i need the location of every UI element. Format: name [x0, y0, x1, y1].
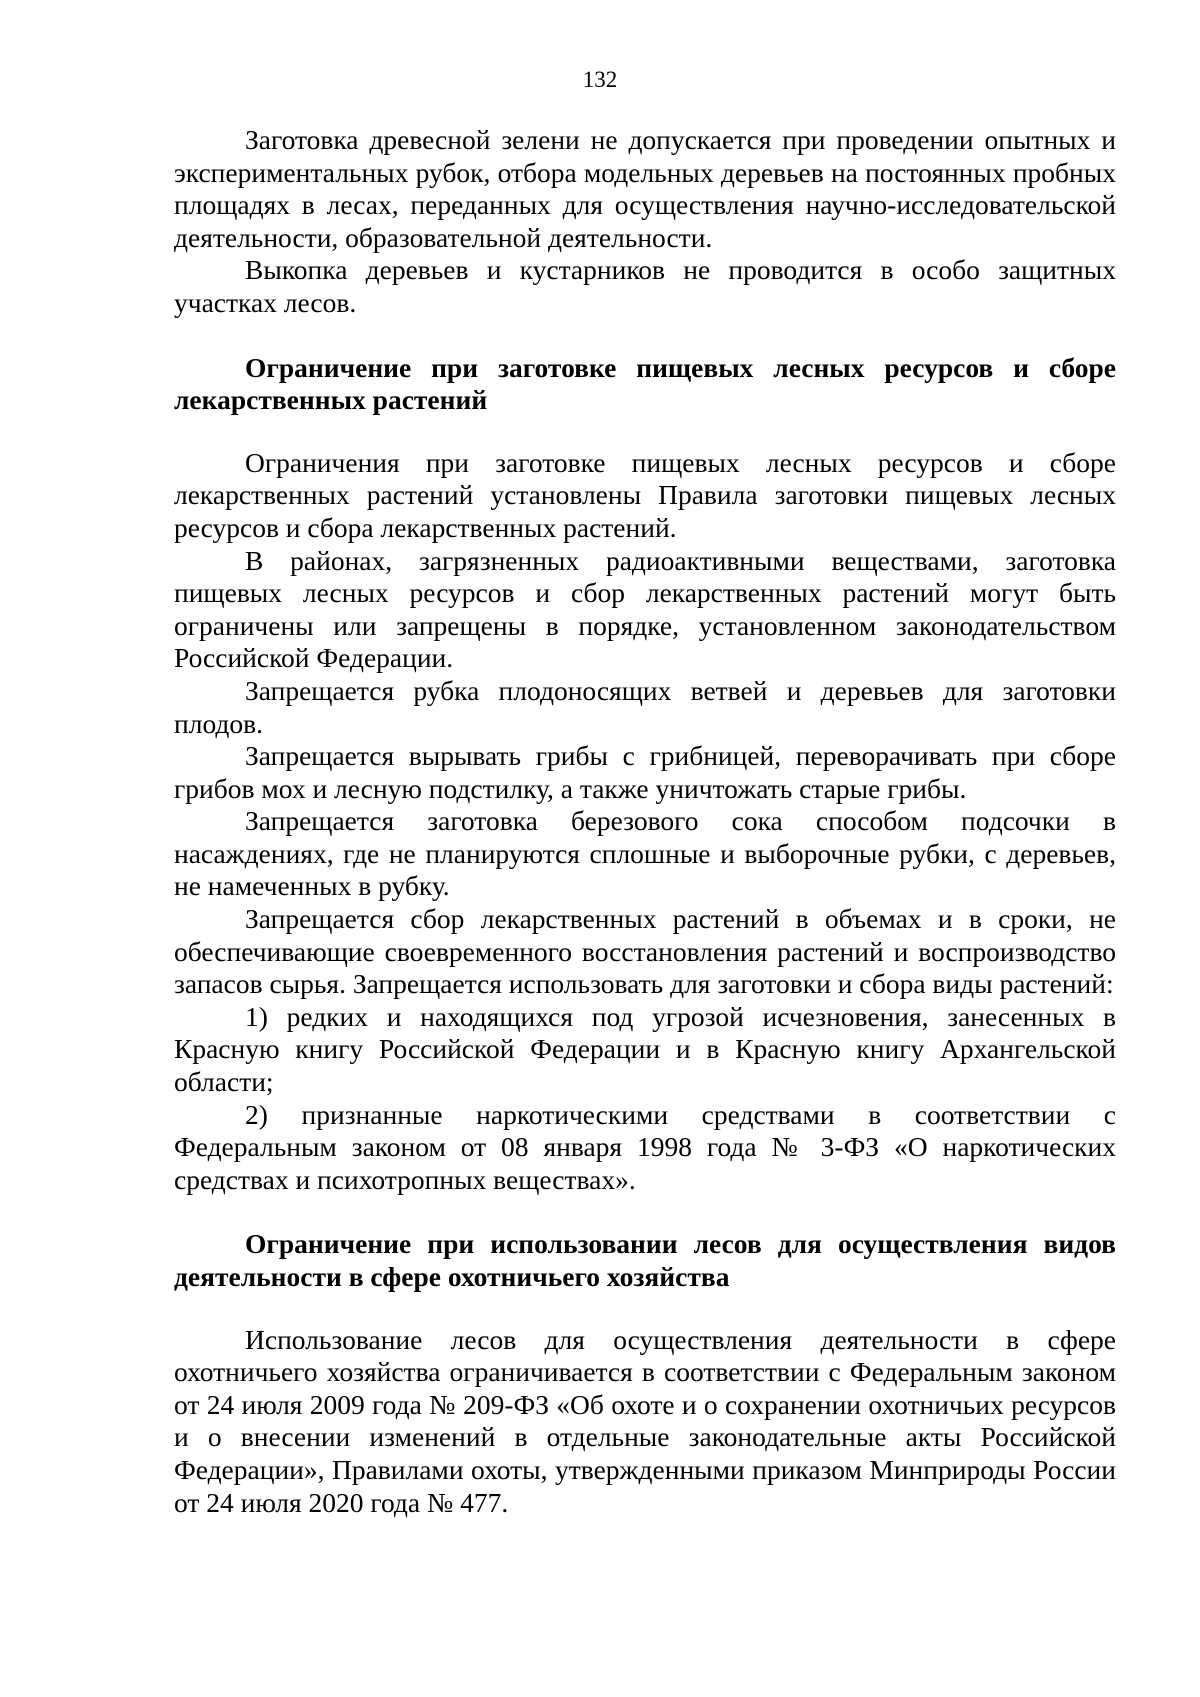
- section-heading: Ограничение при использовании лесов для осуществления видов деятельности в сфере охотничьего хозяйства: [174, 1228, 1116, 1292]
- paragraph: Выкопка деревьев и кустарников не проводится в особо защитных участках лесов.: [174, 254, 1116, 318]
- list-item: 1) редких и находящихся под угрозой исчезновения, занесенных в Красную книгу Российской Федерации и в Красную книгу Архангельской области;: [174, 1000, 1116, 1098]
- paragraph: Ограничения при заготовке пищевых лесных ресурсов и сборе лекарственных растений установлены Правила заготовки пищевых лесных ресурсов и сбора лекарственных растений.: [174, 446, 1116, 543]
- document-body: [174, 124, 1116, 1519]
- list-item: 2) признанные наркотическими средствами в соответствии с Федеральным законом от 08 января 1998 года № 3-ФЗ «О наркотических средствах и психотропных веществах».: [174, 1098, 1116, 1195]
- paragraph: Заготовка древесной зелени не допускается при проведении опытных и экспериментальных рубок, отбора модельных деревьев на постоянных пробных площадях в лесах, переданных для осуществления научно-исследовательской деятельности, образовательной деятельности.: [174, 124, 1116, 253]
- paragraph: В районах, загрязненных радиоактивными веществами, заготовка пищевых лесных ресурсов и сбор лекарственных растений могут быть ограничены или запрещены в порядке, установленном законодательством Российской Федерации.: [174, 544, 1116, 674]
- paragraph: Запрещается вырывать грибы с грибницей, переворачивать при сборе грибов мох и лесную подстилку, а также уничтожать старые грибы.: [174, 740, 1116, 804]
- page-number: 132: [582, 67, 618, 92]
- paragraph: Использование лесов для осуществления деятельности в сфере охотничьего хозяйства ограничивается в соответствии с Федеральным законом от 24 июля 2009 года № 209-ФЗ «Об охоте и о сохранении охотничьих ресурсов и о внесении изменений в отдельные законодательные акты Российской Федерации», Правилами охоты, утвержденными приказом Минприроды России от 24 июля 2020 года № 477.: [174, 1323, 1116, 1518]
- section-heading: Ограничение при заготовке пищевых лесных ресурсов и сборе лекарственных растений: [174, 351, 1116, 416]
- paragraph: Запрещается заготовка березового сока способом подсочки в насаждениях, где не планируются сплошные и выборочные рубки, с деревьев, не намеченных в рубку.: [174, 805, 1116, 902]
- paragraph: Запрещается рубка плодоносящих ветвей и деревьев для заготовки плодов.: [174, 674, 1116, 739]
- paragraph: Запрещается сбор лекарственных растений в объемах и в сроки, не обеспечивающие своевременного восстановления растений и воспроизводство запасов сырья. Запрещается использовать для заготовки и сбора виды растений:: [174, 903, 1116, 1000]
